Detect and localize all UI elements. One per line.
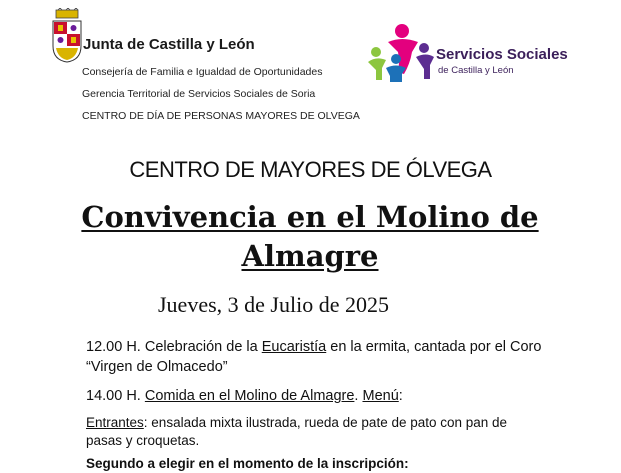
program-item-mass [86, 337, 546, 377]
program-text: en la ermita, cantada por el Coro “Virgen de Olmacedo” [86, 339, 542, 375]
starters-paragraph [86, 414, 546, 450]
program-text: Celebración de la [144, 339, 258, 355]
management-line: Gerencia Territorial de Servicios Sociales de Soria [82, 88, 316, 100]
ministry-line: Consejería de Familia e Igualdad de Oportunidades [82, 66, 323, 78]
logo-title: Servicios Sociales [436, 46, 568, 63]
center-line: CENTRO DE DÍA DE PERSONAS MAYORES DE OLVEGA [82, 110, 360, 122]
center-heading: CENTRO DE MAYORES DE ÓLVEGA [129, 157, 492, 182]
program-time: 12.00 H. [86, 339, 141, 355]
castilla-leon-coat-of-arms-icon [50, 8, 84, 64]
servicios-sociales-figures-logo [366, 22, 446, 82]
event-date: Jueves, 3 de Julio de 2025 [158, 292, 389, 317]
program-text: : [398, 388, 403, 404]
program-separator: . [354, 388, 359, 404]
program-time: 14.00 H. [86, 388, 141, 404]
logo-subtitle: de Castilla y León [438, 65, 514, 76]
program-highlight: Comida en el Molino de Almagre [144, 388, 355, 404]
program-item-lunch [86, 386, 546, 406]
starters-text: : ensalada mixta ilustrada, rueda de pate de pato con pan de pasas y croquetas. [86, 415, 508, 448]
program-highlight: Eucaristía [261, 339, 327, 355]
menu-label: Menú [362, 388, 399, 404]
second-course-line: Segundo a elegir en el momento de la inscripción: [86, 456, 409, 471]
starters-label: Entrantes [86, 415, 144, 430]
institution-name: Junta de Castilla y León [83, 36, 255, 53]
event-title: Convivencia en el Molino de Almagre [81, 200, 539, 273]
